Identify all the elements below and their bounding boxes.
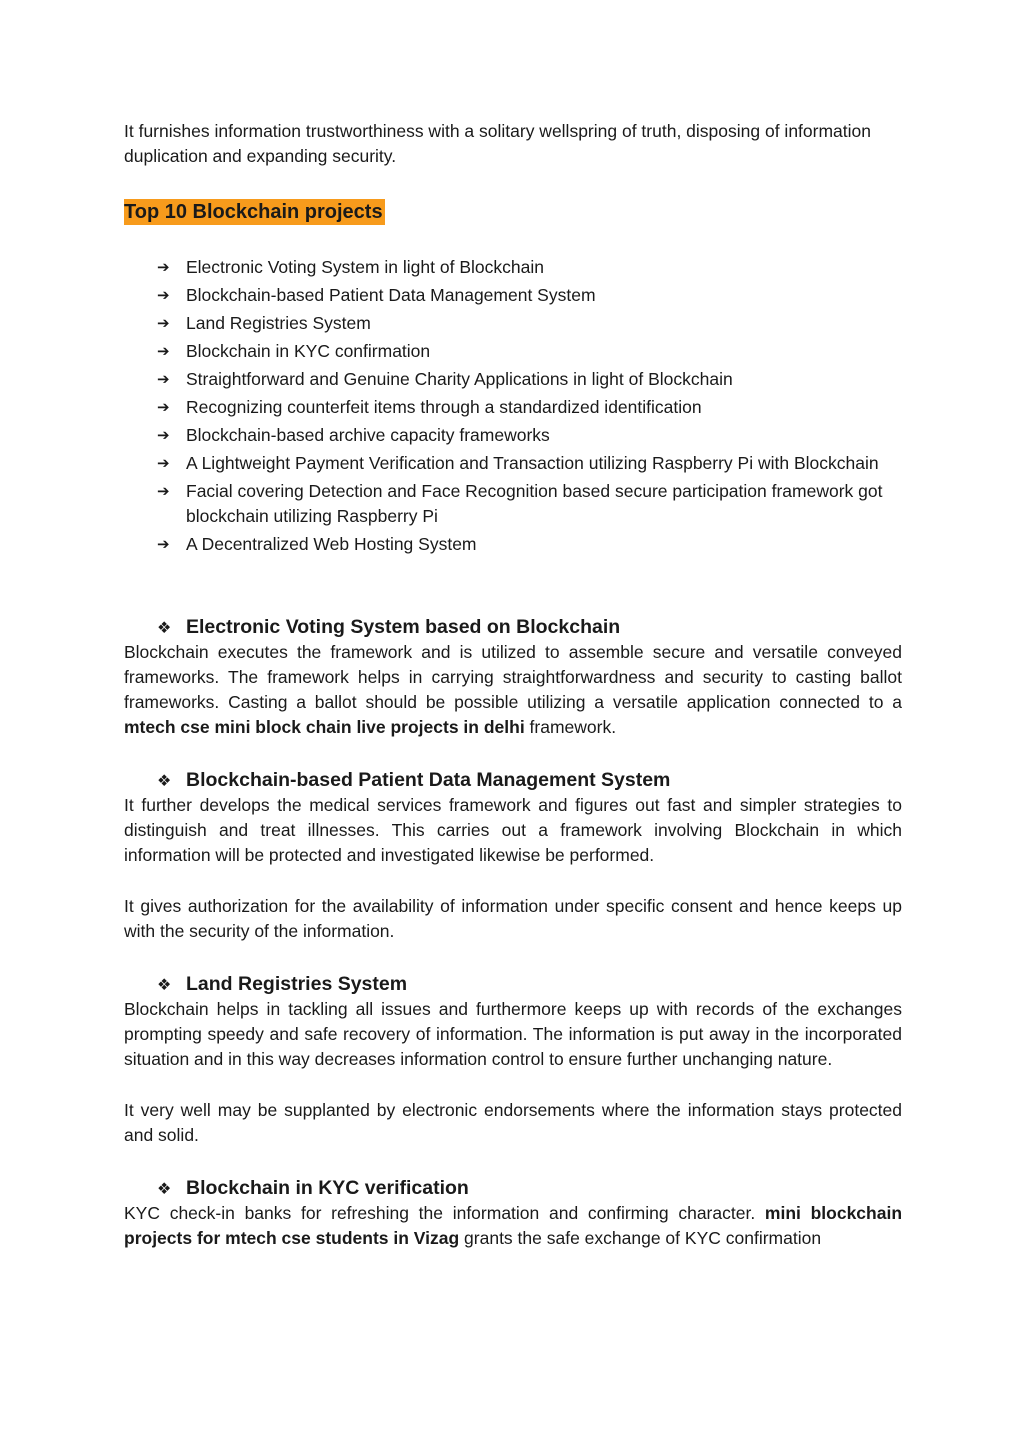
section-title (124, 1176, 902, 1201)
list-item-label: A Decentralized Web Hosting System (186, 534, 477, 554)
list-item (124, 532, 902, 557)
arrow-right-icon: ➔ (157, 535, 170, 553)
arrow-right-icon: ➔ (157, 370, 170, 388)
list-item (124, 423, 902, 448)
diamond-bullet-icon: ❖ (157, 618, 172, 637)
diamond-bullet-icon: ❖ (157, 975, 172, 994)
section-paragraph: It further develops the medical services framework and figures out fast and simpler strategies to distinguish and treat illnesses. This carries out a framework involving Blockchain in which information will be protected and investigated likewise be performed. (124, 795, 902, 865)
list-item (124, 283, 902, 308)
paragraph-text: Blockchain executes the framework and is utilized to assemble secure and versatile conveyed frameworks. The framework helps in carrying straightforwardness and security to casting ballot frameworks. Casting a ballot should be possible utilizing a versatile application connected to a (124, 642, 902, 712)
paragraph-bold-text: mini blockchain projects for mtech cse students in Vizag (124, 1203, 903, 1248)
section-title-text: Blockchain-based Patient Data Management System (186, 769, 671, 791)
list-item-label: Land Registries System (186, 313, 371, 333)
projects-list (124, 255, 902, 557)
arrow-right-icon: ➔ (157, 314, 170, 332)
section-title-text: Blockchain in KYC verification (186, 1177, 469, 1199)
arrow-right-icon: ➔ (157, 398, 170, 416)
list-item (124, 311, 902, 336)
arrow-right-icon: ➔ (157, 454, 170, 472)
list-item (124, 451, 902, 476)
section-paragraph: It gives authorization for the availability of information under specific consent and hence keeps up with the security of the information. (124, 896, 902, 941)
arrow-right-icon: ➔ (157, 426, 170, 444)
list-item (124, 255, 902, 280)
list-item (124, 479, 902, 529)
section-voting (124, 615, 902, 740)
paragraph-bold-text: mtech cse mini block chain live projects in delhi (124, 717, 525, 737)
section-patient (124, 768, 902, 944)
list-item-label: Electronic Voting System in light of Blockchain (186, 257, 544, 277)
diamond-bullet-icon: ❖ (157, 1179, 172, 1198)
section-paragraph: Blockchain helps in tackling all issues and furthermore keeps up with records of the exchanges prompting speedy and safe recovery of information. The information is put away in the incorporated situation and in this way decreases information control to ensure further unchanging nature. (124, 999, 902, 1069)
paragraph-text: grants the safe exchange of KYC confirmation (459, 1228, 822, 1248)
section-title (124, 615, 902, 640)
section-paragraph: It very well may be supplanted by electronic endorsements where the information stays protected and solid. (124, 1100, 902, 1145)
page-heading: Top 10 Blockchain projects (124, 201, 383, 223)
section-land (124, 972, 902, 1148)
list-item-label: Straightforward and Genuine Charity Applications in light of Blockchain (186, 369, 733, 389)
heading-wrapper (124, 199, 902, 225)
list-item-label: Facial covering Detection and Face Recognition based secure participation framework got blockchain utilizing Raspberry Pi (186, 481, 883, 526)
section-title (124, 768, 902, 793)
arrow-right-icon: ➔ (157, 342, 170, 360)
arrow-right-icon: ➔ (157, 286, 170, 304)
document-page (124, 119, 902, 1279)
section-title-text: Land Registries System (186, 973, 408, 995)
list-item-label: A Lightweight Payment Verification and Transaction utilizing Raspberry Pi with Blockchain (186, 453, 879, 473)
paragraph-text: KYC check-in banks for refreshing the information and confirming character. (124, 1203, 765, 1223)
section-paragraph (124, 1201, 902, 1251)
paragraph-text: framework. (524, 717, 617, 737)
diamond-bullet-icon: ❖ (157, 771, 172, 790)
intro-paragraph: It furnishes information trustworthiness with a solitary wellspring of truth, disposing of information duplication and expanding security. (124, 121, 871, 166)
section-title-text: Electronic Voting System based on Blockchain (186, 616, 621, 638)
list-item-label: Blockchain-based Patient Data Management System (186, 285, 596, 305)
arrow-right-icon: ➔ (157, 258, 170, 276)
section-paragraph (124, 640, 902, 740)
list-item-label: Blockchain-based archive capacity frameworks (186, 425, 550, 445)
list-item (124, 367, 902, 392)
arrow-right-icon: ➔ (157, 482, 170, 500)
list-item (124, 395, 902, 420)
list-item (124, 339, 902, 364)
list-item-label: Recognizing counterfeit items through a standardized identification (186, 397, 702, 417)
section-title (124, 972, 902, 997)
list-item-label: Blockchain in KYC confirmation (186, 341, 431, 361)
section-kyc (124, 1176, 902, 1251)
